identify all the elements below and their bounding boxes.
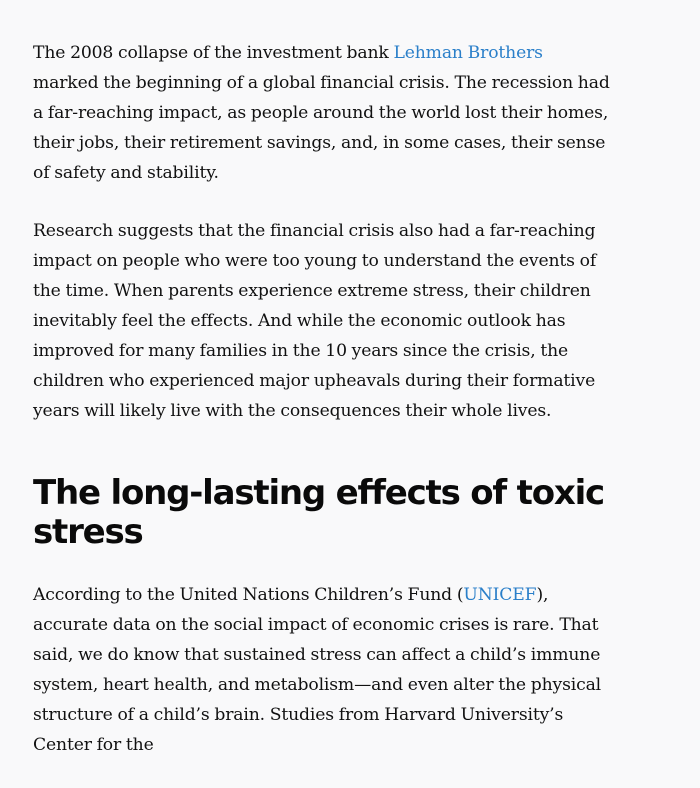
lehman-brothers-link[interactable]: Lehman Brothers [393,43,543,63]
paragraph-unicef-text-end: ), accurate data on the social impact of economic crises is rare. That said, we do know that sustained stress can affect a child’s immune system, heart health, and metabolism—and even alter the physical structure of a child’s brain. Studies from Harvard University’s Center for the [33,585,602,755]
unicef-link[interactable]: UNICEF [463,585,537,605]
paragraph-intro-text-end: marked the beginning of a global financial crisis. The recession had a far-reaching impact, as people around the world lost their homes, their jobs, their retirement savings, and, in some cases, their sense of safety and stability. [33,73,610,183]
article-body [33,38,613,788]
paragraph-unicef-text-start: According to the United Nations Children’s Fund ( [33,585,464,605]
paragraph-research: Research suggests that the financial crisis also had a far-reaching impact on people who were too young to understand the events of the time. When parents experience extreme stress, their children inevitably feel the effects. And while the economic outlook has improved for many families in the 10 years since the crisis, the children who experienced major upheavals during their formative years will likely live with the consequences their whole lives. [33,221,597,421]
paragraph-intro [33,38,613,188]
paragraph-intro-text-start: The 2008 collapse of the investment bank [33,43,394,63]
section-heading: The long-lasting effects of toxic stress [33,473,605,552]
paragraph-unicef [33,580,613,760]
